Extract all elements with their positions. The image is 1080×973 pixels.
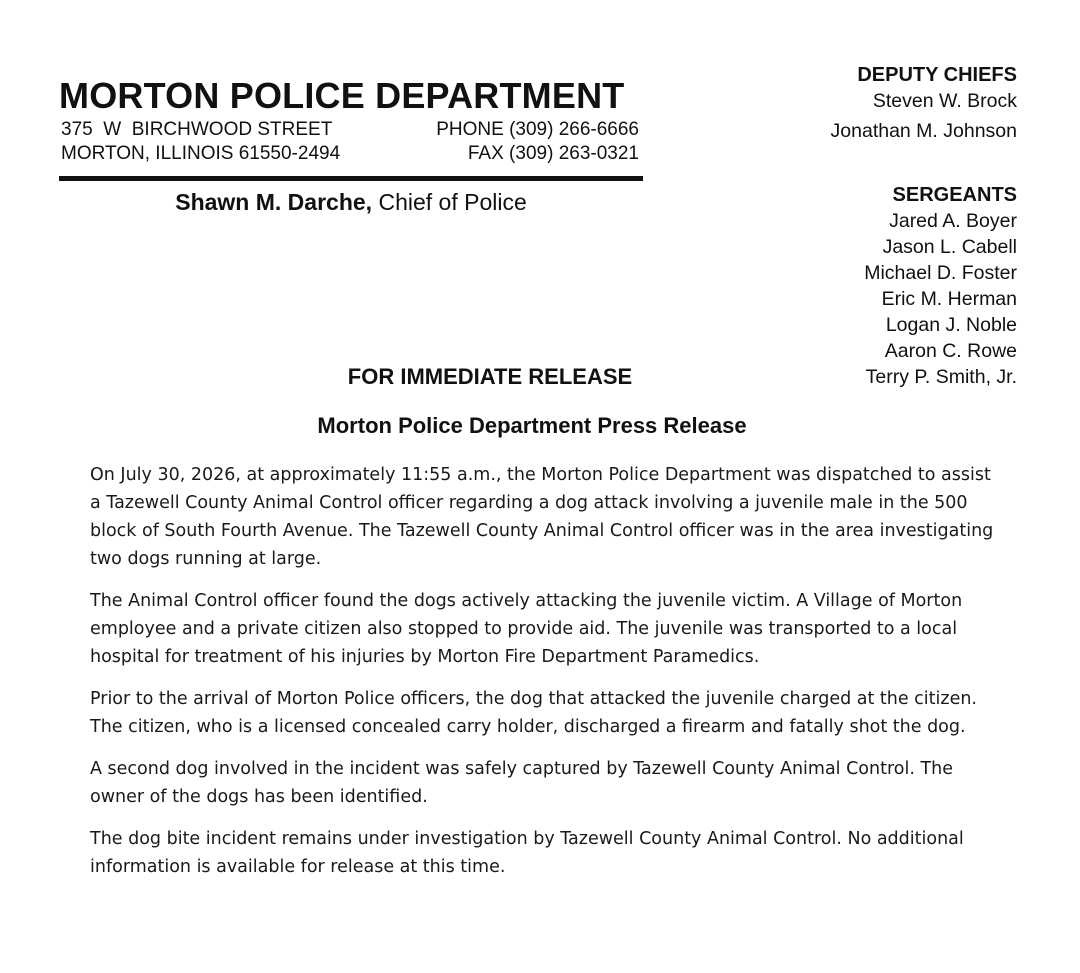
sergeant-name: Logan J. Noble bbox=[885, 314, 1017, 336]
body-paragraph: The dog bite incident remains under investigation by Tazewell County Animal Control. No additional information is available for release at this time. bbox=[90, 829, 964, 877]
staff-roster bbox=[831, 62, 1017, 390]
deputy-chiefs-heading: DEPUTY CHIEFS bbox=[857, 64, 1017, 86]
address-line-1: 375 W BIRCHWOOD STREET bbox=[61, 119, 333, 140]
release-body bbox=[90, 461, 1000, 895]
sergeant-name: Terry P. Smith, Jr. bbox=[865, 366, 1017, 388]
body-paragraph: A second dog involved in the incident was safely captured by Tazewell County Animal Control. The owner of the dogs has been identified. bbox=[90, 759, 954, 807]
body-paragraph: On July 30, 2026, at approximately 11:55 a.m., the Morton Police Department was dispatched to assist a Tazewell County Animal Control officer regarding a dog attack involving a juvenile male in the 500 block of South Fourth Avenue. The Tazewell County Animal Control officer was in the area investigating two dogs running at large. bbox=[90, 465, 994, 569]
sergeant-name: Jason L. Cabell bbox=[882, 236, 1017, 258]
address-block bbox=[61, 118, 340, 166]
chief-name: Shawn M. Darche, bbox=[175, 189, 373, 215]
letterhead bbox=[59, 74, 643, 216]
body-paragraph: The Animal Control officer found the dogs actively attacking the juvenile victim. A Village of Morton employee and a private citizen also stopped to provide aid. The juvenile was transported to a local hospital for treatment of his injuries by Morton Fire Department Paramedics. bbox=[90, 591, 963, 667]
sergeant-name: Aaron C. Rowe bbox=[884, 340, 1017, 362]
staff-spacer bbox=[831, 144, 1017, 182]
chief-title: Chief of Police bbox=[372, 189, 527, 215]
sergeant-name: Eric M. Herman bbox=[881, 288, 1017, 310]
letterhead-divider bbox=[59, 176, 643, 181]
deputy-chief-name: Steven W. Brock bbox=[872, 90, 1017, 112]
department-name: MORTON POLICE DEPARTMENT bbox=[59, 75, 625, 116]
body-paragraph: Prior to the arrival of Morton Police officers, the dog that attacked the juvenile charged at the citizen. The citizen, who is a licensed concealed carry holder, discharged a firearm and fatally shot the dog. bbox=[90, 689, 977, 737]
chief-of-police-line bbox=[59, 189, 643, 216]
phone-fax-block bbox=[436, 118, 639, 166]
deputy-chief-name: Jonathan M. Johnson bbox=[830, 120, 1017, 142]
sergeant-name: Jared A. Boyer bbox=[889, 210, 1017, 232]
release-subheading: Morton Police Department Press Release bbox=[317, 413, 747, 438]
address-line-2: MORTON, ILLINOIS 61550-2494 bbox=[61, 143, 341, 164]
contact-info bbox=[59, 118, 643, 170]
release-heading: FOR IMMEDIATE RELEASE bbox=[347, 364, 633, 389]
sergeant-name: Michael D. Foster bbox=[864, 262, 1017, 284]
phone-number: PHONE (309) 266-6666 bbox=[436, 119, 639, 140]
fax-number: FAX (309) 263-0321 bbox=[467, 143, 639, 164]
sergeants-heading: SERGEANTS bbox=[892, 184, 1017, 206]
